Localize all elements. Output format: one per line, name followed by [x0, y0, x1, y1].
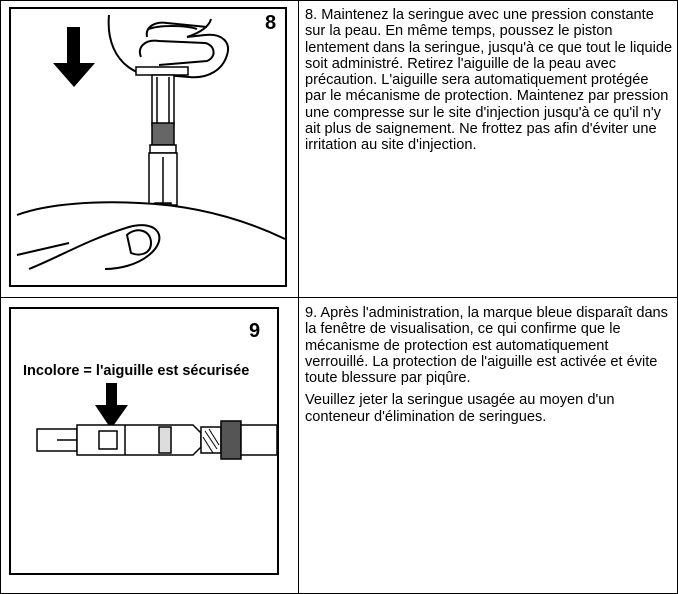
step8-paragraph: 8. Maintenez la seringue avec une pression constante sur la peau. En même temps, poussez le piston lentement dans la seringue, jusqu'à ce que tout le liquide soit administré. Retirez l'aiguille de la peau avec précaution. L'aiguille sera automatiquement protégée par le mécanisme de protection. Maintenez par pression une compresse sur le site d'injection jusqu'à ce qu'il n'y ait plus de saignement. Ne frottez pas afin d'éviter une irritation au site d'injection. [305, 7, 673, 154]
step9-illustration [9, 307, 279, 575]
step8-number: 8 [265, 12, 277, 34]
step9-number: 9 [249, 320, 261, 342]
step8-illustration [9, 7, 287, 287]
step9-paragraph-1: 9. Après l'administration, la marque bleue disparaît dans la fenêtre de visualisation, ce qui confirme que le mécanisme de protection est automatiquement verrouillé. La protection de l'aiguille est activée et évite toute blessure par piqûre. [305, 305, 668, 387]
step9-instructions [305, 305, 673, 431]
row-divider [1, 297, 677, 298]
step9-paragraph-2: Veuillez jeter la seringue usagée au moyen d'un conteneur d'élimination de seringues. [305, 392, 615, 425]
step9-figure-label: Incolore = l'aiguille est sécurisée [23, 363, 250, 379]
step8-instructions [305, 7, 673, 160]
